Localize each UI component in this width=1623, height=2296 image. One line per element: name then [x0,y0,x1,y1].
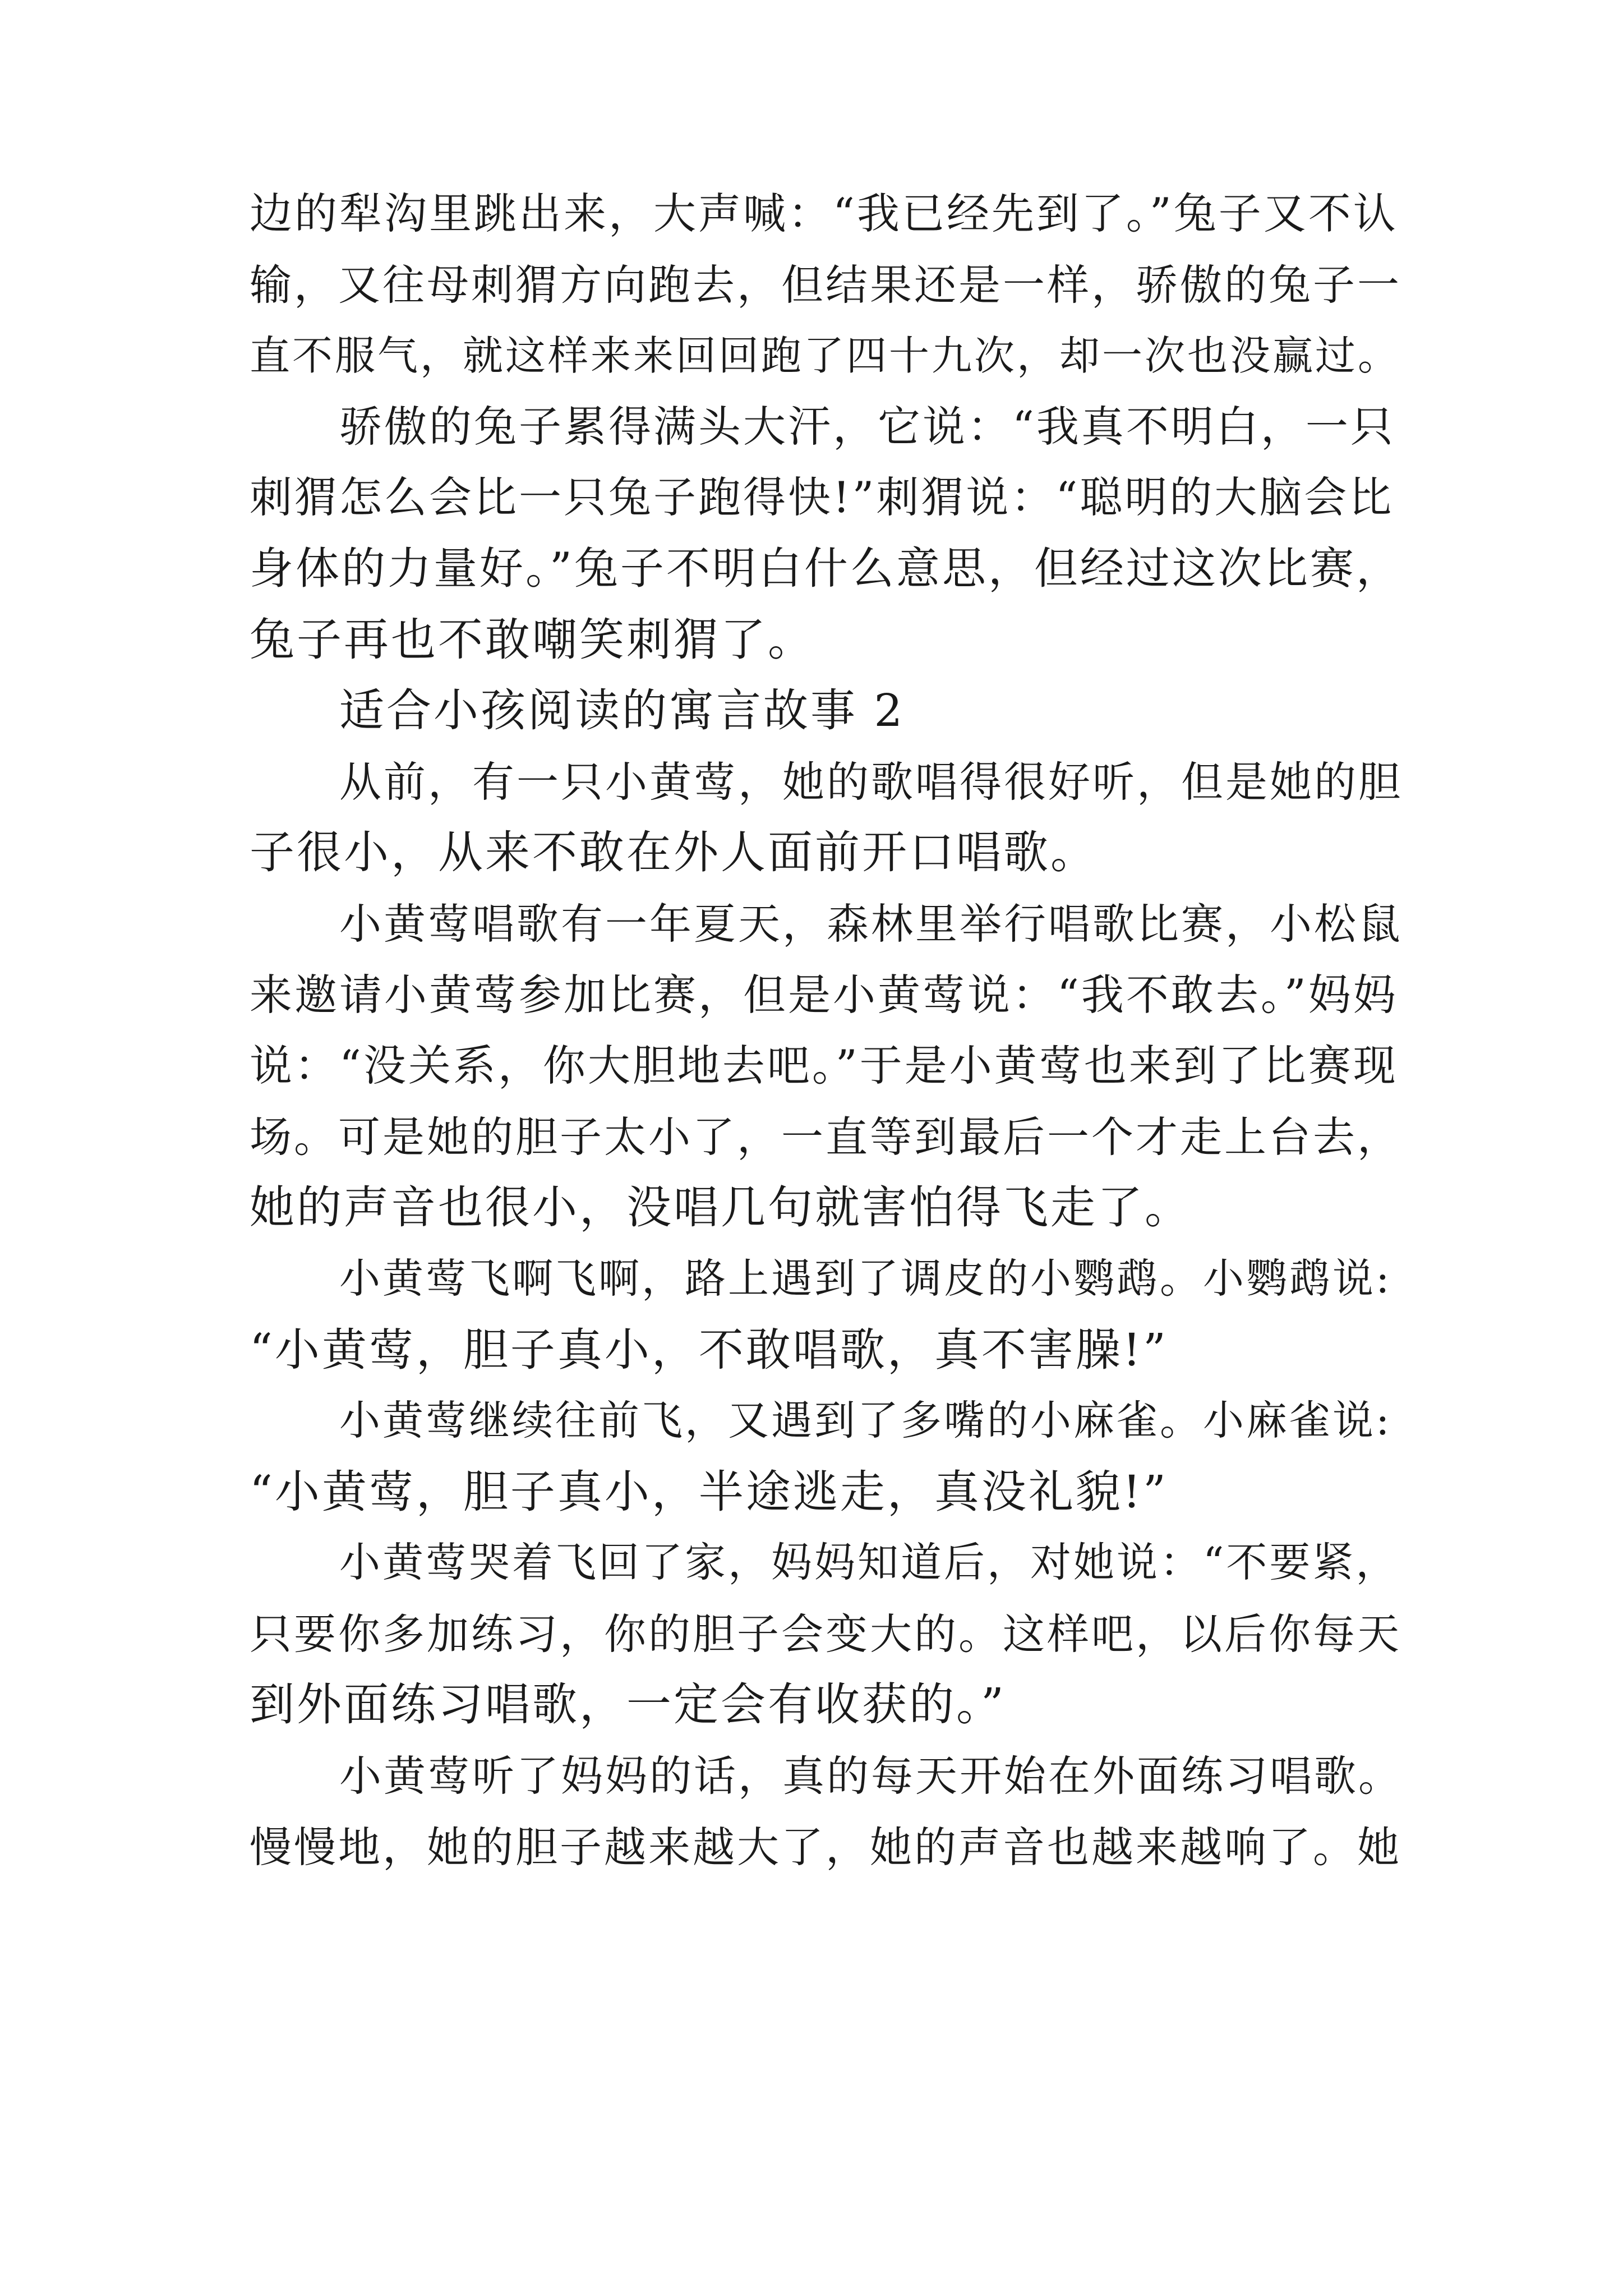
text-line: 直不服气，就这样来来回回跑了四十九次，却一次也没赢过。 [250,332,1401,380]
text-line: 慢慢地，她的胆子越来越大了，她的声音也越来越响了。她 [250,1822,1402,1872]
text-line: 兔子再也不敢嘲笑刺猬了。 [250,613,815,666]
text-line: 边的犁沟里跳出来，大声喊：“我已经先到了。”兔子又不认 [250,188,1398,238]
text-line: 输，又往母刺猬方向跑去，但结果还是一样，骄傲的兔子一 [250,260,1402,310]
text-line: 只要你多加练习，你的胆子会变大的。这样吧，以后你每天 [250,1609,1402,1659]
text-line: 小黄莺继续往前飞，又遇到了多嘴的小麻雀。小麻雀说: [339,1397,1392,1445]
text-line: 小黄莺听了妈妈的话，真的每天开始在外面练习唱歌。 [339,1751,1403,1801]
text-line: 小黄莺飞啊飞啊，路上遇到了调皮的小鹦鹉。小鹦鹉说: [339,1254,1392,1303]
text-line: 说：“没关系，你大胆地去吧。”于是小黄莺也来到了比赛现 [250,1041,1398,1091]
text-line: 小黄莺唱歌有一年夏天，森林里举行唱歌比赛，小松鼠 [339,899,1403,949]
text-line: 适合小孩阅读的寓言故事 2 [339,684,905,737]
document-body [250,178,1405,1883]
text-line: 刺猬怎么会比一只兔子跑得快!”刺猬说：“聪明的大脑会比 [250,472,1394,523]
text-line: 身体的力量好。”兔子不明白什么意思，但经过这次比赛， [250,543,1402,594]
text-line: “小黄莺，胆子真小，半途逃走，真没礼貌!” [250,1465,1168,1518]
text-line: 子很小，从来不敢在外人面前开口唱歌。 [250,826,1098,879]
text-line: “小黄莺，胆子真小，不敢唱歌，真不害臊!” [250,1323,1168,1376]
text-line: 骄傲的兔子累得满头大汗，它说：“我真不明白，一只 [339,401,1395,452]
text-line: 场。可是她的胆子太小了，一直等到最后一个才走上台去， [250,1112,1402,1162]
text-line: 到外面练习唱歌，一定会有收获的。” [250,1678,1006,1731]
text-line: 从前，有一只小黄莺，她的歌唱得很好听，但是她的胆 [339,757,1403,807]
text-line: 小黄莺哭着飞回了家，妈妈知道后，对她说：“不要紧， [339,1539,1399,1587]
text-line: 来邀请小黄莺参加比赛，但是小黄莺说：“我不敢去。”妈妈 [250,969,1398,1020]
text-line: 她的声音也很小，没唱几句就害怕得飞走了。 [250,1181,1192,1234]
